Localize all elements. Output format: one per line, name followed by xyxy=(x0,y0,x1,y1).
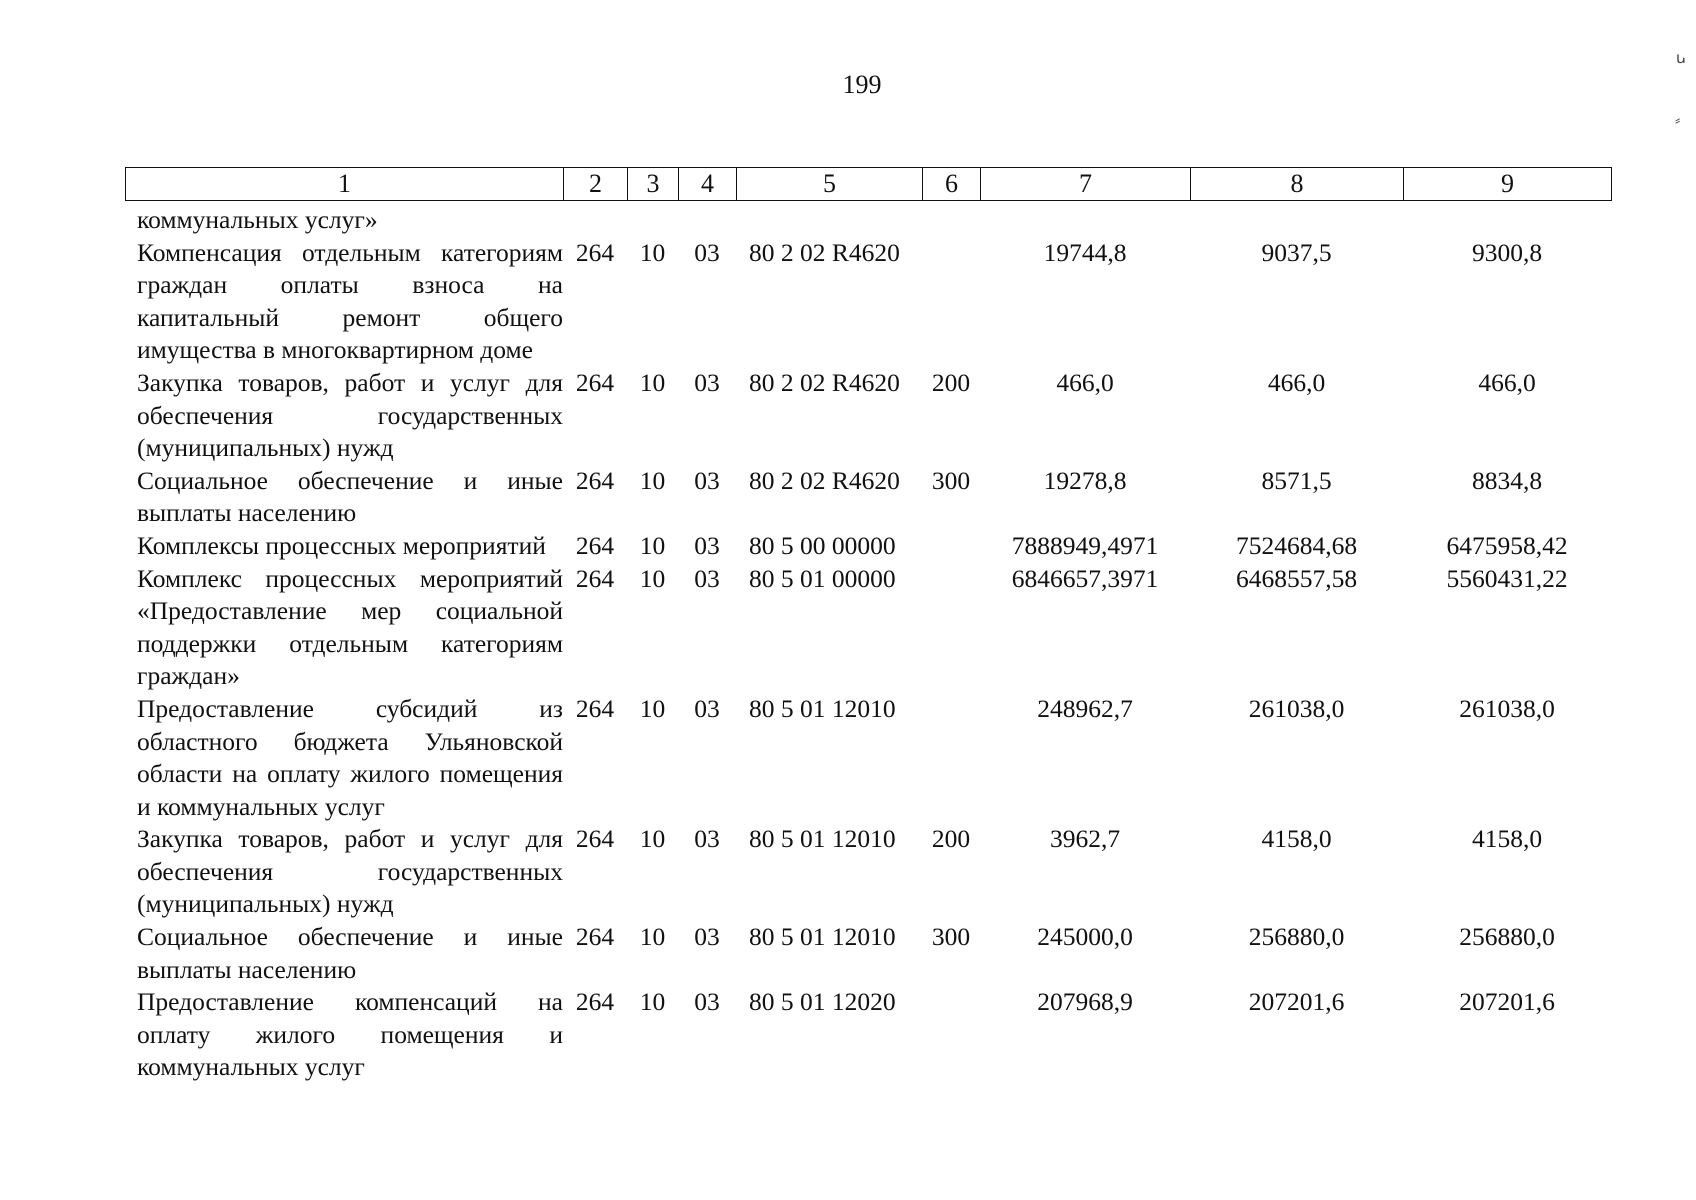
cell-expense-type: 200 xyxy=(931,367,971,397)
cell-amount-col8 xyxy=(1190,204,1403,237)
cell-target-article: 80 2 02 R4620 xyxy=(749,367,900,397)
table-row xyxy=(125,204,1611,237)
cell-section: 10 xyxy=(639,465,666,495)
cell-amount-col9: 9300,8 xyxy=(1471,237,1543,267)
cell-subsection: 03 xyxy=(694,922,720,952)
cell-subsection: 03 xyxy=(694,367,720,397)
table-row xyxy=(125,693,1611,823)
cell-amount-col7: 6846657,3971 xyxy=(1011,563,1159,593)
cell-amount-col7: 7888949,4971 xyxy=(1011,530,1159,560)
row-name: Социальное обеспечение и иные выплаты населению xyxy=(137,922,563,984)
cell-subsection: 03 xyxy=(694,563,720,593)
cell-subsection xyxy=(678,204,736,237)
cell-amount-col7: 248962,7 xyxy=(1037,693,1133,723)
cell-amount-col7: 19744,8 xyxy=(1043,237,1127,267)
column-number: 5 xyxy=(737,168,923,201)
cell-section: 10 xyxy=(639,563,666,593)
cell-ministry: 264 xyxy=(575,693,615,723)
cell-section: 10 xyxy=(639,367,666,397)
page-number: 199 xyxy=(842,70,882,99)
cell-amount-col8: 256880,0 xyxy=(1248,922,1345,952)
cell-expense-type: 300 xyxy=(931,922,971,952)
scan-mark: ⸗ xyxy=(1675,112,1681,129)
cell-amount-col9: 256880,0 xyxy=(1459,922,1555,952)
column-number-row xyxy=(126,168,1612,201)
cell-amount-col7: 466,0 xyxy=(1056,367,1114,397)
budget-table xyxy=(125,204,1611,1084)
cell-expense-type xyxy=(922,986,980,1084)
column-number: 4 xyxy=(679,168,737,201)
cell-amount-col9: 6475958,42 xyxy=(1446,530,1568,560)
row-name: Комплекс процессных мероприятий «Предоставление мер социальной поддержки отдельным категориям граждан» xyxy=(137,563,563,691)
table-row xyxy=(125,986,1611,1084)
cell-expense-type: 300 xyxy=(931,465,971,495)
column-number: 8 xyxy=(1191,168,1404,201)
column-number: 3 xyxy=(628,168,679,201)
cell-subsection: 03 xyxy=(694,465,720,495)
cell-amount-col7 xyxy=(980,204,1190,237)
cell-amount-col7: 207968,9 xyxy=(1037,987,1133,1017)
cell-target-article: 80 5 01 12010 xyxy=(749,922,896,952)
scan-mark: ꭎ xyxy=(1676,50,1686,67)
row-name: Предоставление субсидий из областного бюджета Ульяновской области на оплату жилого помещения и коммунальных услуг xyxy=(137,693,563,821)
cell-amount-col7: 19278,8 xyxy=(1043,465,1127,495)
table-row xyxy=(125,530,1611,563)
column-number: 7 xyxy=(981,168,1191,201)
table-row xyxy=(125,921,1611,986)
cell-subsection: 03 xyxy=(694,693,720,723)
cell-ministry: 264 xyxy=(575,465,615,495)
cell-target-article: 80 5 01 00000 xyxy=(749,563,896,593)
table-row xyxy=(125,237,1611,367)
cell-ministry: 264 xyxy=(575,824,615,854)
cell-amount-col9: 8834,8 xyxy=(1471,465,1543,495)
cell-ministry: 264 xyxy=(575,922,615,952)
cell-amount-col8: 466,0 xyxy=(1267,367,1326,397)
cell-amount-col8: 7524684,68 xyxy=(1235,530,1358,560)
row-name: Предоставление компенсаций на оплату жилого помещения и коммунальных услуг xyxy=(137,987,563,1082)
cell-amount-col8: 4158,0 xyxy=(1261,824,1332,854)
cell-section: 10 xyxy=(639,693,666,723)
table-row xyxy=(125,823,1611,921)
cell-section xyxy=(627,204,678,237)
cell-expense-type xyxy=(922,530,980,563)
cell-target-article xyxy=(736,204,922,237)
cell-target-article: 80 2 02 R4620 xyxy=(749,465,900,495)
cell-expense-type xyxy=(922,237,980,367)
cell-amount-col9: 466,0 xyxy=(1478,367,1536,397)
cell-ministry: 264 xyxy=(575,237,615,267)
cell-amount-col7: 245000,0 xyxy=(1037,922,1133,952)
cell-subsection: 03 xyxy=(694,530,720,560)
cell-amount-col9: 4158,0 xyxy=(1471,824,1543,854)
column-header-table xyxy=(125,167,1612,201)
cell-expense-type xyxy=(922,204,980,237)
row-name: Комплексы процессных мероприятий xyxy=(137,530,546,560)
cell-amount-col8: 6468557,58 xyxy=(1235,563,1358,593)
cell-section: 10 xyxy=(639,824,666,854)
cell-target-article: 80 5 01 12010 xyxy=(749,693,896,723)
cell-amount-col9: 5560431,22 xyxy=(1446,563,1568,593)
column-number: 9 xyxy=(1404,168,1612,201)
cell-amount-col8: 8571,5 xyxy=(1261,465,1332,495)
cell-subsection: 03 xyxy=(694,237,720,267)
cell-subsection: 03 xyxy=(694,987,720,1017)
cell-section: 10 xyxy=(639,987,666,1017)
row-name: Компенсация отдельным категориям граждан оплаты взноса на капитальный ремонт общего имущества в многоквартирном доме xyxy=(137,237,563,365)
cell-amount-col9 xyxy=(1403,204,1611,237)
cell-amount-col7: 3962,7 xyxy=(1049,824,1121,854)
cell-ministry: 264 xyxy=(575,530,615,560)
table-row xyxy=(125,465,1611,530)
cell-target-article: 80 5 01 12010 xyxy=(749,824,896,854)
cell-section: 10 xyxy=(639,530,666,560)
cell-ministry xyxy=(563,204,627,237)
cell-expense-type xyxy=(922,693,980,823)
cell-target-article: 80 2 02 R4620 xyxy=(749,237,900,267)
cell-amount-col8: 261038,0 xyxy=(1248,693,1345,723)
table-row xyxy=(125,563,1611,693)
row-name: коммунальных услуг» xyxy=(137,205,378,234)
cell-amount-col9: 207201,6 xyxy=(1459,987,1555,1017)
column-number: 6 xyxy=(923,168,981,201)
cell-amount-col8: 207201,6 xyxy=(1248,987,1345,1017)
cell-target-article: 80 5 01 12020 xyxy=(749,987,896,1017)
row-name: Социальное обеспечение и иные выплаты населению xyxy=(137,465,563,528)
cell-amount-col8: 9037,5 xyxy=(1261,237,1332,267)
cell-expense-type: 200 xyxy=(931,824,971,854)
row-name: Закупка товаров, работ и услуг для обеспечения государственных (муниципальных) нужд xyxy=(137,824,563,919)
cell-ministry: 264 xyxy=(575,987,615,1017)
cell-expense-type xyxy=(922,563,980,693)
column-number: 1 xyxy=(126,168,564,201)
row-name: Закупка товаров, работ и услуг для обеспечения государственных (муниципальных) нужд xyxy=(137,367,563,463)
cell-target-article: 80 5 00 00000 xyxy=(749,530,896,560)
cell-subsection: 03 xyxy=(694,824,720,854)
cell-section: 10 xyxy=(639,922,666,952)
table-row xyxy=(125,367,1611,465)
cell-ministry: 264 xyxy=(575,563,615,593)
cell-amount-col9: 261038,0 xyxy=(1459,693,1555,723)
column-number: 2 xyxy=(564,168,628,201)
cell-ministry: 264 xyxy=(575,367,615,397)
cell-section: 10 xyxy=(639,237,666,267)
